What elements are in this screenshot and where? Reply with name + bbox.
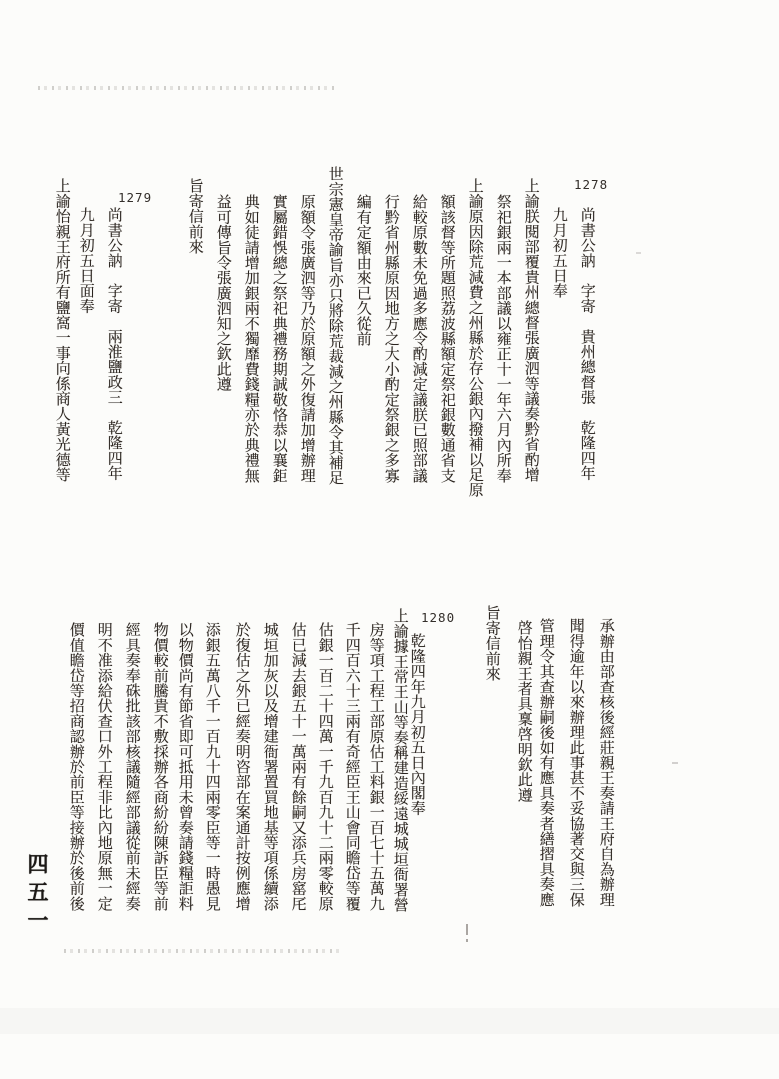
- scan-artifact-mark: [636, 252, 641, 254]
- text-column: 經具奏奉硃批該部核議隨經部議從前未經奏: [123, 622, 140, 911]
- text-column: 給較原數未免過多應令酌減定議朕已照部議: [410, 194, 427, 483]
- scan-artifact-top-line: [38, 86, 338, 90]
- text-column: 祭祀銀兩一本部議以雍正十一年六月內所奉: [494, 194, 511, 483]
- text-column: 上諭據王常王山等奏稱建造綏遠城城垣衙署營: [391, 608, 408, 912]
- text-column: 管理令其查辦嗣後如有應具奏者繕摺具奏應: [537, 618, 554, 907]
- scan-artifact-mark: [466, 939, 468, 942]
- text-column: 尚書公訥 字寄 兩淮鹽政三 乾隆四年: [105, 207, 122, 481]
- text-column: 上諭怡親王府所有鹽窩一事向係商人黃光德等: [53, 178, 70, 482]
- text-column: 尚書公訥 字寄 貴州總督張 乾隆四年: [578, 207, 595, 481]
- text-column: 旨寄信前來: [186, 178, 203, 254]
- text-column: 旨寄信前來: [483, 605, 500, 681]
- text-column: 房等項工程工部原估工料銀一百七十五萬九: [367, 622, 384, 911]
- text-column: 益可傳旨令張廣泗知之欽此遵: [214, 194, 231, 392]
- text-column: 額該督等所題照荔波縣額定祭祀銀數通省支: [438, 194, 455, 483]
- entry-number-1279: 1279: [118, 190, 153, 205]
- text-column: 價值瞻岱等招商認辦於前臣等接辦於後前後: [67, 622, 84, 911]
- text-column: 估銀一百二十四萬一千九百九十二兩零較原: [316, 622, 333, 911]
- text-column: 於復估之外已經奏明咨部在案通計按例應增: [233, 622, 250, 911]
- entry-number-1280: 1280: [421, 610, 456, 625]
- scan-artifact-mark: [672, 762, 678, 764]
- text-column: 九月初五日面奉: [77, 207, 94, 314]
- text-column: 聞得逾年以來辦理此事甚不妥協著交與三保: [567, 618, 584, 907]
- text-column: 城垣加灰以及增建衙署置買地基等項係續添: [261, 622, 278, 911]
- page-folio-number: 四五一: [25, 853, 49, 937]
- text-column: 物價較前騰貴不敷採辦各商紛紛陳訴臣等前: [151, 622, 168, 911]
- text-column: 啓怡親王者具稟啓明欽此遵: [515, 620, 532, 803]
- text-column: 上諭原因除荒減費之州縣於存公銀內撥補以足原: [466, 178, 483, 498]
- text-column: 估已減去銀五十一萬兩有餘嗣又添兵房窰厇: [289, 622, 306, 911]
- scan-artifact-mark: [466, 924, 468, 935]
- text-column: 編有定額由來已久從前: [354, 194, 371, 346]
- entry-number-1278: 1278: [574, 177, 609, 192]
- text-column: 行黔省州縣原因地方之大小酌定祭銀之多寡: [382, 194, 399, 483]
- text-column: 原額令張廣泗等乃於原額之外復請加增辦理: [298, 194, 315, 483]
- text-column: 乾隆四年九月初五日內閣奉: [408, 633, 425, 816]
- text-column: 承辦由部查核後經莊親王奏請王府自為辦理: [597, 618, 614, 907]
- text-column: 以物價尚有節省即可抵用未曾奏請錢糧詎料: [176, 622, 193, 911]
- text-column: 上諭朕閱部覆貴州總督張廣泗等議奏黔省酌增: [522, 178, 539, 482]
- text-column: 典如徒請增加銀兩不獨靡費錢糧亦於典禮無: [242, 194, 259, 483]
- scan-artifact-page-edge: [0, 1008, 779, 1034]
- text-column: 千四百六十三兩有奇經臣王山會同瞻岱等覆: [343, 622, 360, 911]
- scan-artifact-bottom-line: [64, 949, 342, 953]
- text-column: 實屬錯悞總之祭祀典禮務期誠敬恪恭以襄鉅: [270, 194, 287, 483]
- text-column: 九月初五日奉: [550, 207, 567, 299]
- text-column: 世宗憲皇帝諭旨亦只將除荒裁減之州縣令其補足: [326, 166, 343, 486]
- text-column: 添銀五萬八千一百九十四兩零臣等一時愚見: [203, 622, 220, 911]
- text-column: 明不准添給伏查口外工程非比內地原無一定: [95, 622, 112, 911]
